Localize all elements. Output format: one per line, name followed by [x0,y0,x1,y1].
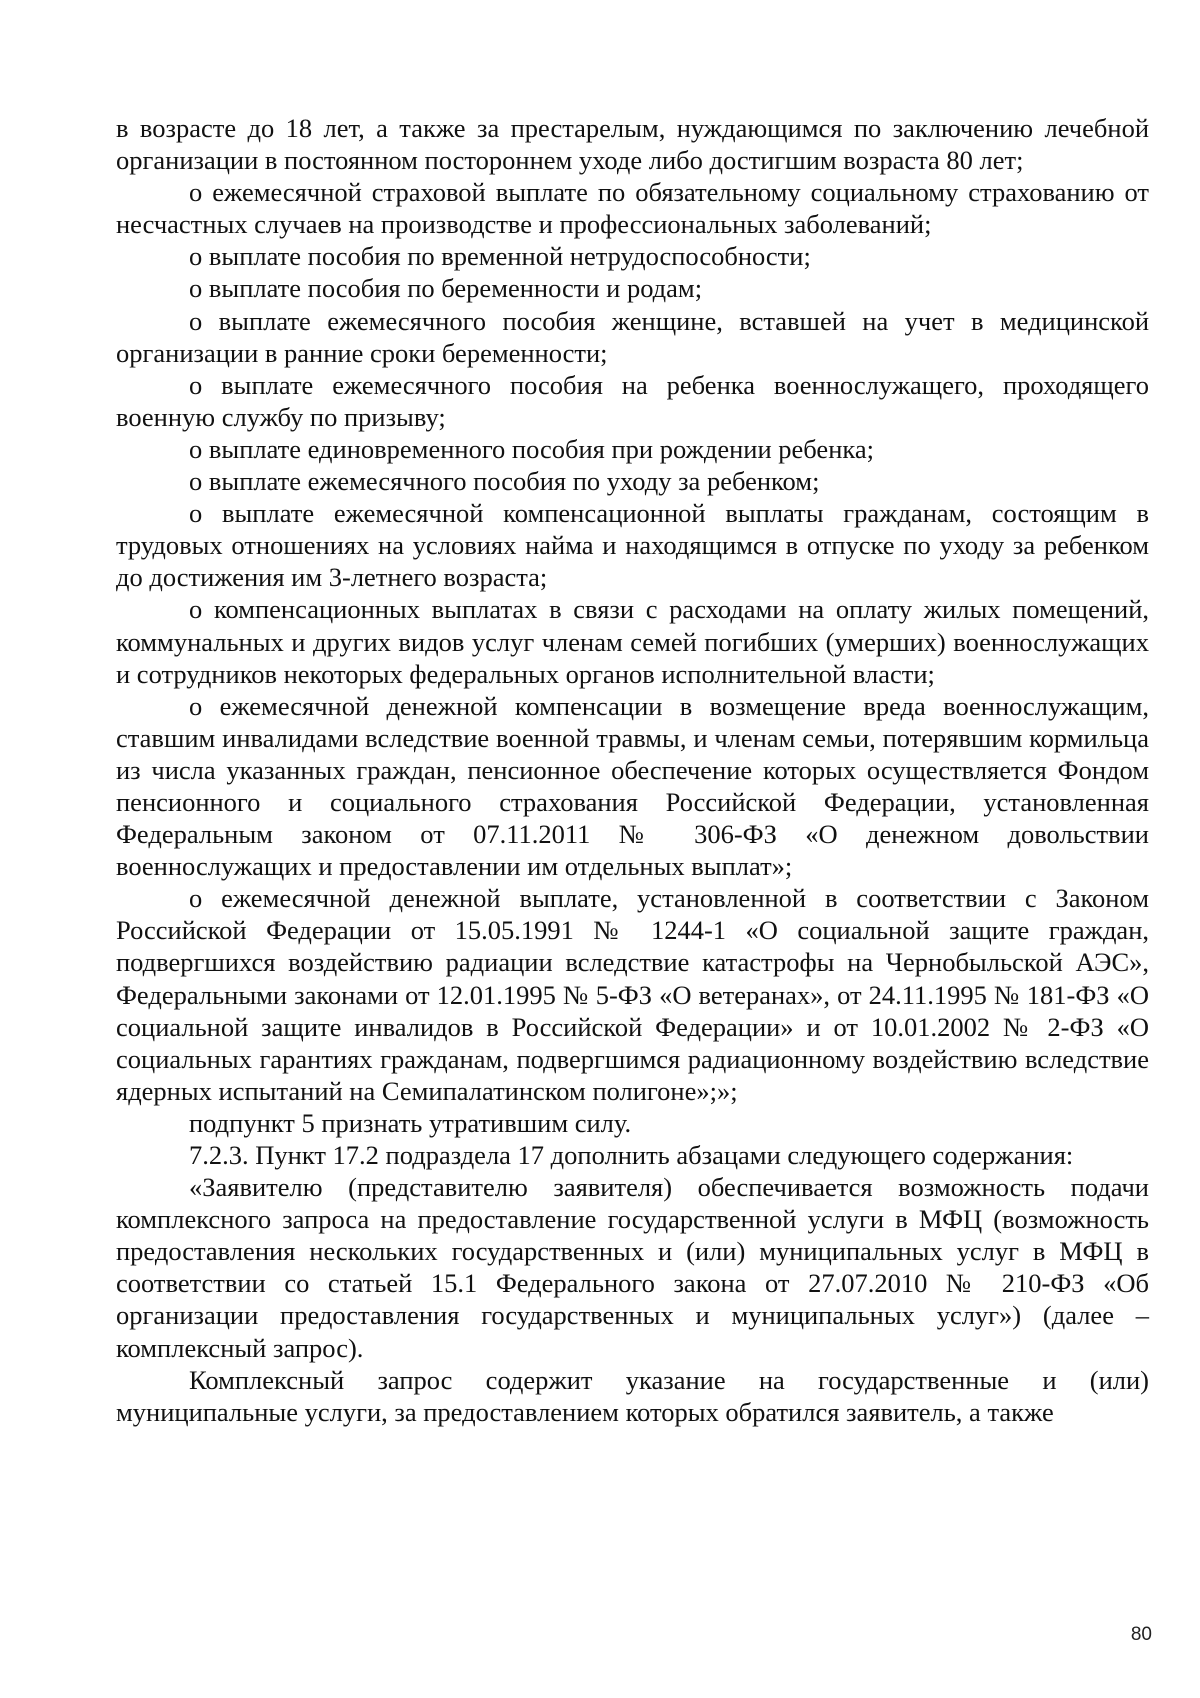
paragraph-7: о выплате единовременного пособия при рождении ребенка; [189,433,874,464]
paragraph-1: в возрасте до 18 лет, а также за престарелым, нуждающимся по заключению лечебной организации в постоянном постороннем уходе либо достигшим возраста 80 лет; [116,113,1149,176]
paragraph-5: о выплате ежемесячного пособия женщине, вставшей на учет в медицинской организации в ранние сроки беременности; [116,305,1149,368]
paragraph-10: о компенсационных выплатах в связи с расходами на оплату жилых помещений, коммунальных и других видов услуг членам семей погибших (умерших) военнослужащих и сотрудников некоторых федеральных органов исполнительной власти; [116,594,1149,689]
document-body [116,112,1149,1428]
paragraph-9: о выплате ежемесячной компенсационной выплаты гражданам, состоящим в трудовых отношениях на условиях найма и находящимся в отпуске по уходу за ребенком до достижения им 3-летнего возраста; [116,498,1149,593]
paragraph-6: о выплате ежемесячного пособия на ребенка военнослужащего, проходящего военную службу по призыву; [116,369,1149,432]
page-number: 80 [1130,1624,1152,1645]
paragraph-15: «Заявителю (представителю заявителя) обеспечивается возможность подачи комплексного запроса на предоставление государственной услуги в МФЦ (возможность предоставления нескольких государственных и (или) муниципальных услуг в МФЦ в соответствии со статьей 15.1 Федерального закона от 27.07.2010 № 210-ФЗ «Об организации предоставления государственных и муниципальных услуг») (далее – комплексный запрос). [116,1172,1149,1363]
paragraph-8: о выплате ежемесячного пособия по уходу за ребенком; [189,466,820,497]
paragraph-2: о ежемесячной страховой выплате по обязательному социальному страхованию от несчастных случаев на производстве и профессиональных заболеваний; [116,177,1149,240]
paragraph-4: о выплате пособия по беременности и родам; [189,273,703,304]
paragraph-14: 7.2.3. Пункт 17.2 подраздела 17 дополнить абзацами следующего содержания: [189,1140,1074,1170]
paragraph-12: о ежемесячной денежной выплате, установленной в соответствии с Законом Российской Федерации от 15.05.1991 № 1244-1 «О социальной защите граждан, подвергшихся воздействию радиации вследствие катастрофы на Чернобыльской АЭС», Федеральными законами от 12.01.1995 № 5-ФЗ «О ветеранах», от 24.11.1995 № 181-ФЗ «О социальной защите инвалидов в Российской Федерации» и от 10.01.2002 № 2-ФЗ «О социальных гарантиях гражданам, подвергшимся радиационному воздействию вследствие ядерных испытаний на Семипалатинском полигоне»;»; [116,883,1149,1106]
paragraph-3: о выплате пособия по временной нетрудоспособности; [189,241,811,272]
paragraph-13: подпункт 5 признать утратившим силу. [189,1107,632,1138]
paragraph-16: Комплексный запрос содержит указание на государственные и (или) муниципальные услуги, за предоставлением которых обратился заявитель, а также [116,1364,1149,1427]
paragraph-11: о ежемесячной денежной компенсации в возмещение вреда военнослужащим, ставшим инвалидами вследствие военной травмы, и членам семьи, потерявшим кормильца из числа указанных граждан, пенсионное обеспечение которых осуществляется Фондом пенсионного и социального страхования Российской Федерации, установленная Федеральным законом от 07.11.2011 № 306-ФЗ «О денежном довольствии военнослужащих и предоставлении им отдельных выплат»; [116,690,1149,882]
